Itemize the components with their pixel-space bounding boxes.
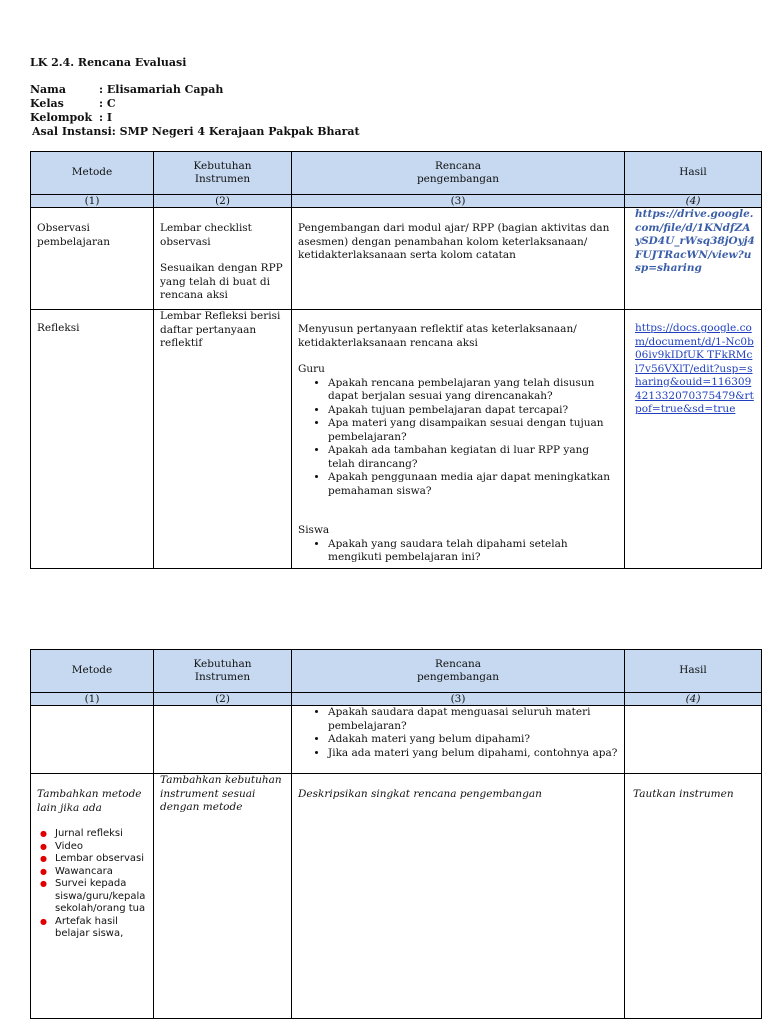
header-rencana: Rencana pengembangan: [292, 650, 625, 693]
list-item: • Apakah rencana pembelajaran yang telah disusun dapat berjalan sesuai yang direncanakah?: [328, 377, 618, 404]
info-label: Nama: [30, 83, 66, 96]
kebutuhan-text: Sesuaikan dengan RPP yang telah di buat di rencana aksi: [160, 262, 283, 301]
cell-hasil: Tautkan instrumen: [625, 774, 762, 1019]
cell-metode: Observasi pembelajaran: [31, 208, 154, 310]
list-item: ● Wawancara: [55, 866, 147, 879]
header-row: [31, 650, 762, 693]
header-kebutuhan: Kebutuhan Instrumen: [154, 152, 292, 195]
cell-hasil: [625, 310, 762, 569]
cell-rencana: [292, 706, 625, 774]
rencana-intro: Menyusun pertanyaan reflektif atas keterlaksanaan/ ketidakterlaksanaan rencana aksi: [298, 323, 577, 349]
table-row: [31, 208, 762, 310]
list-item: • Apakah penggunaan media ajar dapat meningkatkan pemahaman siswa?: [328, 471, 618, 498]
info-row-kelas: [30, 97, 360, 111]
table-row: [31, 706, 762, 774]
list-item: • Apakah tujuan pembelajaran dapat tercapai?: [328, 404, 618, 418]
number-row: [31, 693, 762, 706]
header-metode: Metode: [31, 152, 154, 195]
cell-metode: [31, 706, 154, 774]
table-row: [31, 774, 762, 1019]
evaluation-table-1: [30, 151, 762, 569]
header-hasil: Hasil: [625, 650, 762, 693]
cell-kebutuhan: [154, 208, 292, 310]
list-item: • Apakah ada tambahan kegiatan di luar RPP yang telah dirancang?: [328, 444, 618, 471]
cell-hasil: [625, 706, 762, 774]
info-value: : C: [99, 97, 116, 110]
header-kebutuhan: Kebutuhan Instrumen: [154, 650, 292, 693]
header-hasil: Hasil: [625, 152, 762, 195]
table-row: [31, 310, 762, 569]
info-row-nama: [30, 83, 360, 97]
document-title: LK 2.4. Rencana Evaluasi: [30, 56, 187, 69]
info-value: : I: [99, 111, 113, 124]
list-item: • Jika ada materi yang belum dipahami, contohnya apa?: [328, 747, 618, 761]
cell-metode: [31, 774, 154, 1019]
col-number: (4): [625, 693, 762, 706]
col-number: (4): [625, 195, 762, 208]
siswa-questions: [298, 538, 618, 565]
col-number: (1): [31, 693, 154, 706]
metode-hint: Tambahkan metode lain jika ada: [37, 788, 142, 814]
list-item: ● Video: [55, 841, 147, 854]
cell-rencana: Deskripsikan singkat rencana pengembangan: [292, 774, 625, 1019]
info-label: Kelompok: [30, 111, 93, 124]
docs-link[interactable]: https://docs.google.com/document/d/1-Nc0b06iv9kIDfUK TFkRMcl7v56VXlT/edit?usp=sharing&ouid=116309421332070375479&rtpof=true&sd=true: [635, 322, 754, 415]
list-item: • Apakah yang saudara telah dipahami setelah mengikuti pembelajaran ini?: [328, 538, 618, 565]
list-item: ● Survei kepada siswa/guru/kepala sekolah/orang tua: [55, 878, 147, 916]
list-item: ● Jurnal refleksi: [55, 828, 147, 841]
list-item: • Adakah materi yang belum dipahami?: [328, 733, 618, 747]
info-value: : Elisamariah Capah: [99, 83, 224, 96]
cell-kebutuhan: Lembar Refleksi berisi daftar pertanyaan reflektif: [154, 310, 292, 569]
info-row-instansi: Asal Instansi: SMP Negeri 4 Kerajaan Pakpak Bharat: [32, 125, 360, 138]
header-rencana: Rencana pengembangan: [292, 152, 625, 195]
cell-metode: Refleksi: [31, 310, 154, 569]
list-item: • Apakah saudara dapat menguasai seluruh materi pembelajaran?: [328, 706, 618, 733]
header-metode: Metode: [31, 650, 154, 693]
info-label: Kelas: [30, 97, 64, 110]
col-number: (3): [292, 195, 625, 208]
cell-hasil: [625, 208, 762, 310]
col-number: (1): [31, 195, 154, 208]
metode-options: [37, 828, 147, 941]
col-number: (2): [154, 693, 292, 706]
col-number: (2): [154, 195, 292, 208]
number-row: [31, 195, 762, 208]
list-item: • Apa materi yang disampaikan sesuai dengan tujuan pembelajaran?: [328, 417, 618, 444]
kebutuhan-text: Lembar checklist observasi: [160, 222, 252, 248]
cell-kebutuhan: [154, 706, 292, 774]
identity-block: [30, 83, 360, 139]
cell-rencana: [292, 310, 625, 569]
siswa-questions-cont: [298, 706, 618, 760]
list-item: ● Artefak hasil belajar siswa,: [55, 916, 147, 941]
cell-kebutuhan: Tambahkan kebutuhan instrument sesuai dengan metode: [154, 774, 292, 1019]
col-number: (3): [292, 693, 625, 706]
siswa-label: Siswa: [298, 524, 330, 536]
guru-label: Guru: [298, 363, 325, 375]
info-row-kelompok: [30, 111, 360, 125]
guru-questions: [298, 377, 618, 499]
list-item: ● Lembar observasi: [55, 853, 147, 866]
cell-rencana: Pengembangan dari modul ajar/ RPP (bagian aktivitas dan asesmen) dengan penambahan kolom keterlaksanaan/ ketidakterlaksanaan serta kolom catatan: [292, 208, 625, 310]
drive-link[interactable]: https://drive.google.com/file/d/1KNdfZAySD4U_rWsq38jOyj4FUJTRacWN/view?usp=sharing: [635, 208, 755, 274]
evaluation-table-2: [30, 649, 762, 1019]
header-row: [31, 152, 762, 195]
